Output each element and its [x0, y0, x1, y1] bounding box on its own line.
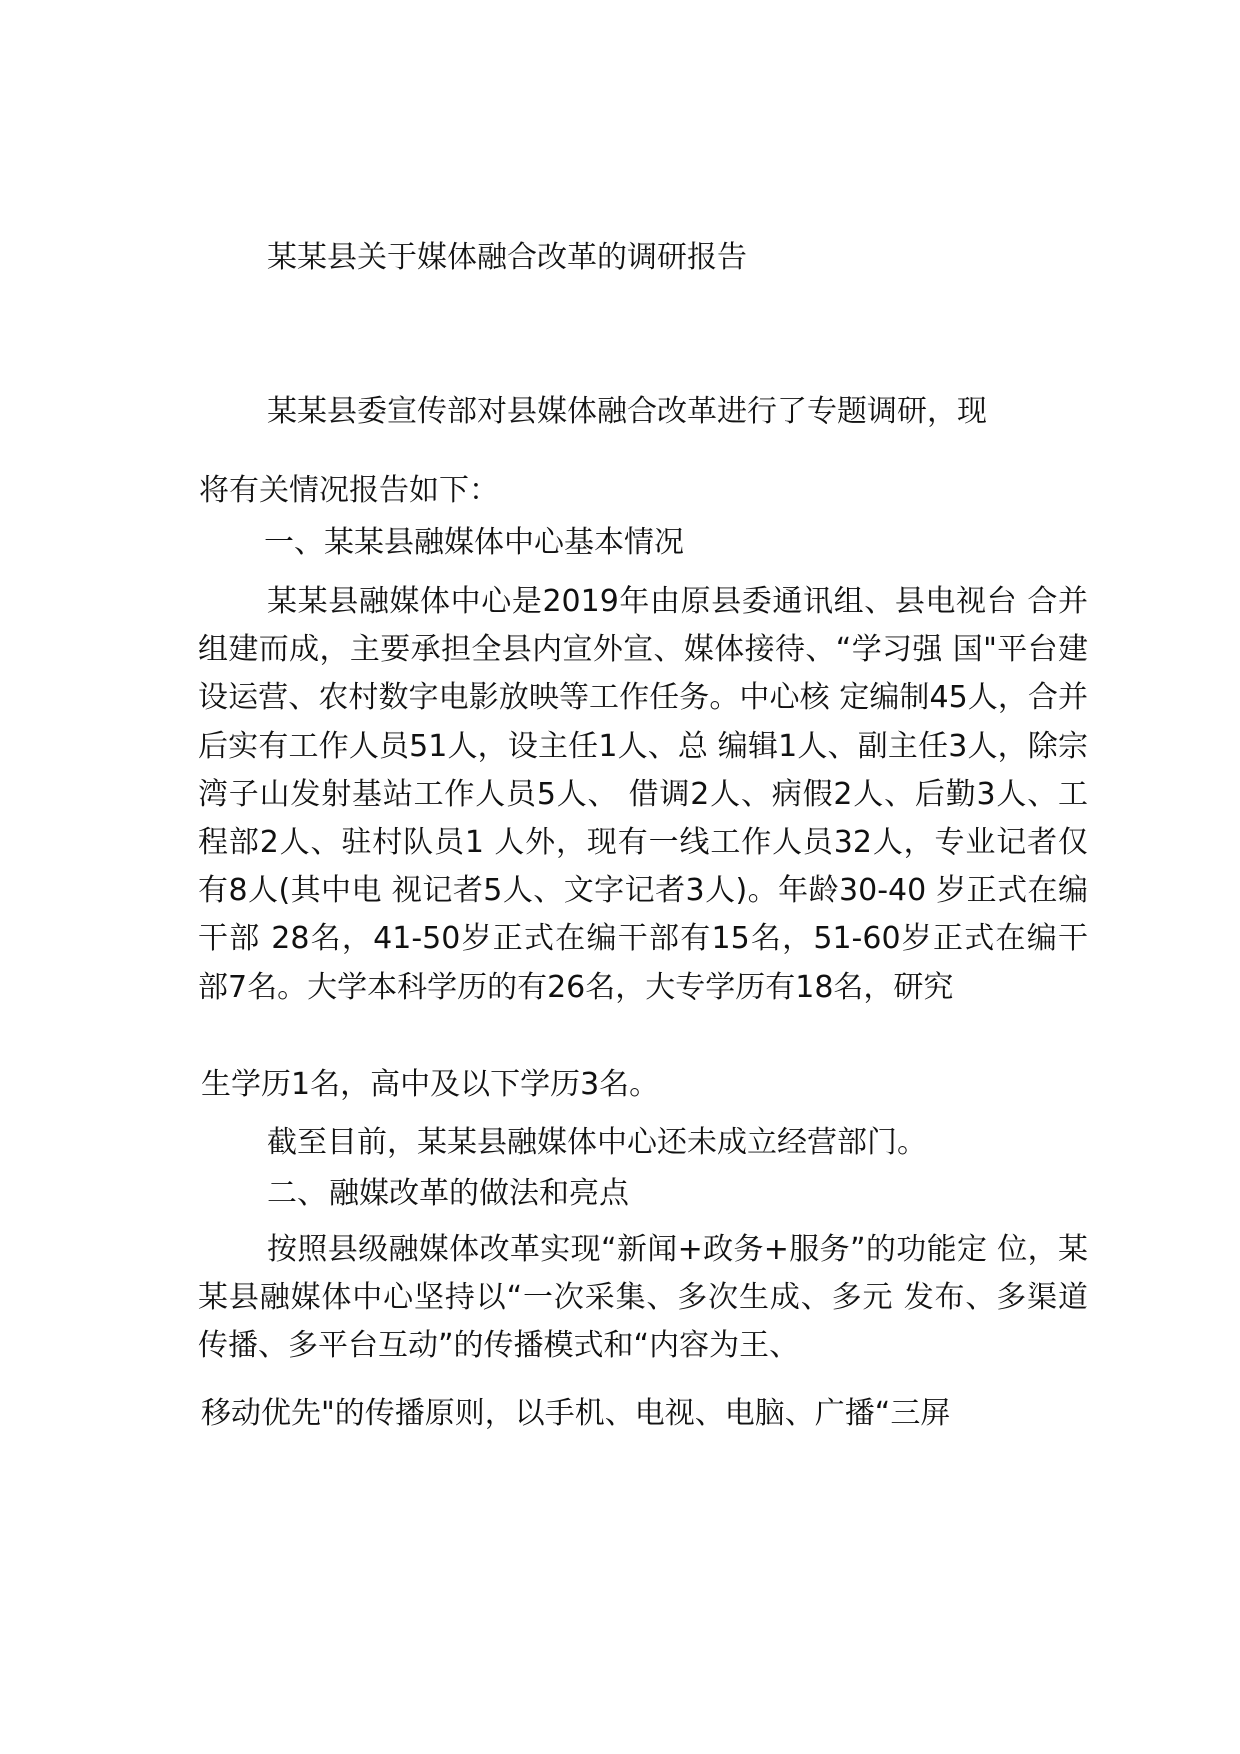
section-2-paragraph: 按照县级融媒体改革实现“新闻+政务+服务”的功能定 位，某某县融媒体中心坚持以“一次采集、多次生成、多元 发布、多渠道传播、多平台互动”的传播模式和“内容为王、	[198, 1232, 1088, 1364]
intro-line-1: 某某县委宣传部对县媒体融合改革进行了专题调研，现	[267, 394, 987, 429]
section-1-heading: 一、某某县融媒体中心基本情况	[264, 525, 684, 560]
section-2-heading	[267, 1172, 629, 1216]
section-1-paragraph-tail: 生学历1名，高中及以下学历3名。	[201, 1067, 660, 1102]
section-2-paragraph-tail: 移动优先"的传播原则，以手机、电视、电脑、广播“三屏	[201, 1396, 951, 1431]
section-2-number: 二、	[267, 1176, 327, 1211]
document-title: 某某县关于媒体融合改革的调研报告	[267, 240, 747, 275]
section-2-title: 融媒改革的做法和亮点	[329, 1176, 629, 1211]
section-1-paragraph: 某某县融媒体中心是2019年由原县委通讯组、县电视台 合并组建而成，主要承担全县内宣外宣、媒体接待、“学习强 国"平台建设运营、农村数字电影放映等工作任务。中心核 定编制45人，合并后实有工作人员51人，设主任1人、总 编辑1人、副主任3人，除宗湾子山发射基站工作人员5人、 借调2人、病假2人、后勤3人、工程部2人、驻村队员1 人外，现有一线工作人员32人，专业记者仅有8人(其中电 视记者5人、文字记者3人)。年龄30-40 岁正式在编干部 28名，41-50岁正式在编干部有15名，51-60岁正式在编干 部7名。大学本科学历的有26名，大专学历有18名，研究	[198, 584, 1088, 1005]
intro-line-2: 将有关情况报告如下：	[199, 473, 499, 508]
section-1-note: 截至目前，某某县融媒体中心还未成立经营部门。	[267, 1125, 927, 1160]
